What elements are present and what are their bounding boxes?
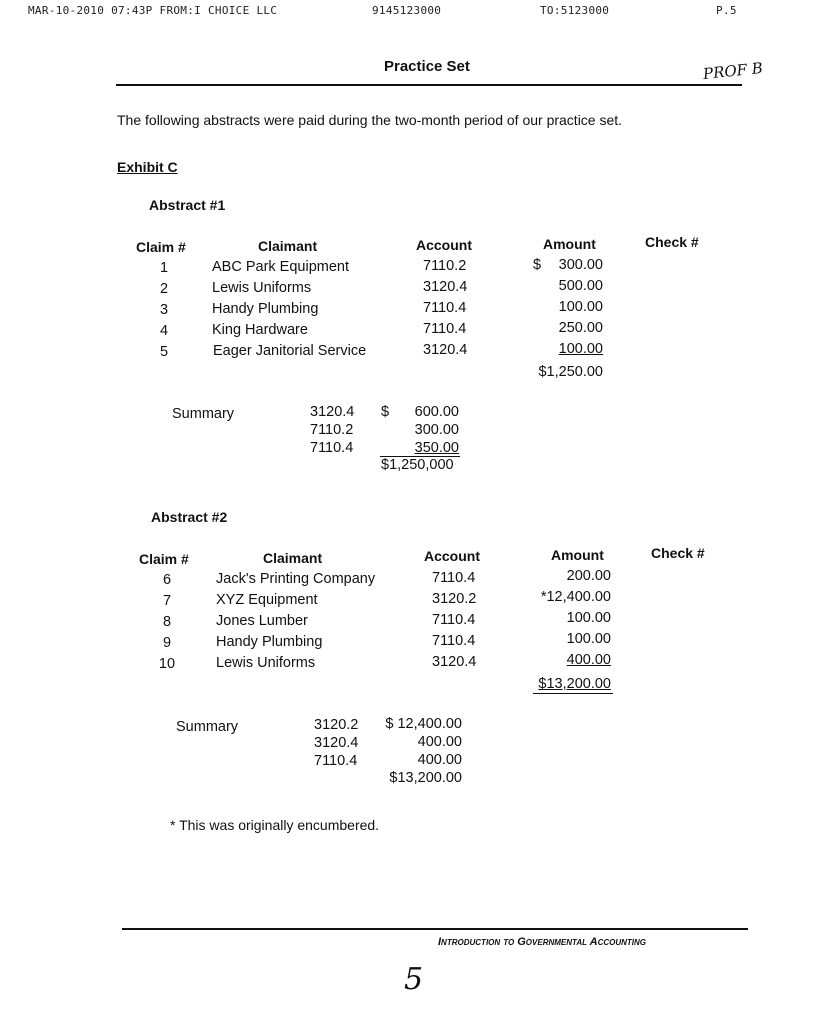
abstract2-row6-amount: 200.00 (566, 568, 611, 584)
abstract1-row5-claimant: Eager Janitorial Service (213, 343, 367, 359)
abstract1-row4-claim: 4 (159, 323, 169, 339)
abstract1-row3-claimant: Handy Plumbing (212, 301, 319, 317)
abstract1-row5-amount: 100.00 (558, 341, 603, 357)
abstract1-col-amount: Amount (543, 236, 596, 252)
abstract1-summary-amt2: 300.00 (414, 422, 459, 438)
abstract1-row1-claimant: ABC Park Equipment (212, 259, 350, 275)
abstract2-row7-claimant: XYZ Equipment (216, 592, 318, 608)
abstract2-summary-total: $13,200.00 (389, 770, 462, 786)
abstract1-row2-claim: 2 (159, 281, 169, 297)
footer-rule (122, 928, 748, 930)
abstract1-row1-account: 7110.2 (423, 258, 467, 274)
abstract2-summary-amt2: 400.00 (417, 734, 462, 750)
abstract2-summary-acct3: 7110.4 (314, 753, 358, 769)
abstract2-row10-claimant: Lewis Uniforms (216, 655, 316, 671)
page-title: Practice Set (384, 58, 470, 75)
abstract2-col-amount: Amount (551, 547, 604, 563)
abstract2-row8-account: 7110.4 (432, 612, 476, 628)
intro-text: The following abstracts were paid during the two-month period of our practice set. (117, 112, 623, 128)
abstract2-row8-amount: 100.00 (566, 610, 611, 626)
footnote: * This was originally encumbered. (170, 817, 380, 833)
abstract1-row1-claim: 1 (159, 260, 169, 276)
abstract2-row7-amount: *12,400.00 (540, 589, 611, 605)
abstract1-summary-dollar: $ (381, 404, 390, 420)
abstract2-row7-account: 3120.2 (432, 591, 477, 607)
abstract2-summary-amt1: $ 12,400.00 (385, 716, 462, 732)
abstract2-row9-account: 7110.4 (432, 633, 476, 649)
abstract2-col-check: Check # (651, 545, 705, 561)
abstract2-row6-account: 7110.4 (432, 570, 476, 586)
abstract1-row1-dollar: $ (533, 257, 542, 273)
abstract2-summary-amt3: 400.00 (417, 752, 462, 768)
page-number: 5 (404, 962, 424, 997)
abstract1-row2-claimant: Lewis Uniforms (212, 280, 312, 296)
abstract2-row8-claim: 8 (162, 614, 172, 630)
abstract1-col-claim: Claim # (136, 239, 186, 255)
abstract1-row4-amount: 250.00 (558, 320, 603, 336)
abstract2-row8-claimant: Jones Lumber (216, 613, 308, 629)
abstract1-summary-total: $1,250,000 (381, 457, 454, 473)
fax-to-number: TO:5123000 (540, 4, 610, 17)
abstract1-row4-claimant: King Hardware (212, 322, 308, 338)
abstract1-row5-claim: 5 (159, 344, 169, 360)
abstract1-row4-account: 7110.4 (423, 321, 467, 337)
abstract2-summary-acct2: 3120.4 (314, 735, 359, 751)
abstract2-row10-claim: 10 (158, 656, 176, 672)
abstract2-col-claimant: Claimant (263, 550, 323, 566)
abstract2-row6-claimant: Jack's Printing Company (216, 571, 376, 587)
abstract1-summary-acct2: 7110.2 (310, 422, 354, 438)
abstract1-summary-amt3: 350.00 (414, 440, 459, 456)
abstract2-summary-acct1: 3120.2 (314, 717, 359, 733)
abstract2-summary-label: Summary (176, 719, 239, 735)
abstract2-row9-claimant: Handy Plumbing (216, 634, 323, 650)
abstract2-row10-amount: 400.00 (566, 652, 611, 668)
abstract1-row2-account: 3120.4 (423, 279, 468, 295)
abstract1-total: $1,250.00 (538, 364, 603, 380)
abstract2-row7-claim: 7 (162, 593, 172, 609)
abstract1-row2-amount: 500.00 (558, 278, 603, 294)
abstract1-summary-acct1: 3120.4 (310, 404, 355, 420)
abstract2-col-account: Account (424, 548, 480, 564)
abstract1-col-account: Account (416, 237, 472, 253)
abstract1-title: Abstract #1 (149, 197, 226, 213)
abstract1-row3-amount: 100.00 (558, 299, 603, 315)
abstract2-total: $13,200.00 (538, 676, 611, 692)
abstract1-col-check: Check # (645, 234, 699, 250)
fax-date-from: MAR-10-2010 07:43P FROM:I CHOICE LLC (28, 4, 278, 17)
abstract2-total-double-rule (533, 693, 613, 694)
fax-from-number: 9145123000 (372, 4, 442, 17)
abstract1-row5-account: 3120.4 (423, 342, 468, 358)
abstract2-row9-claim: 9 (162, 635, 172, 651)
abstract1-row3-claim: 3 (159, 302, 169, 318)
abstract2-row6-claim: 6 (162, 572, 172, 588)
abstract1-row3-account: 7110.4 (423, 300, 467, 316)
abstract2-row10-account: 3120.4 (432, 654, 477, 670)
fax-page: P.5 (716, 4, 737, 17)
handwritten-note: PROF B (702, 58, 764, 84)
abstract1-summary-label: Summary (172, 406, 235, 422)
title-rule (116, 84, 742, 86)
abstract1-summary-amt1: 600.00 (414, 404, 459, 420)
abstract1-summary-acct3: 7110.4 (310, 440, 354, 456)
abstract2-row9-amount: 100.00 (566, 631, 611, 647)
footer-title: Introduction to Governmental Accounting (438, 936, 647, 948)
abstract2-col-claim: Claim # (139, 551, 189, 567)
abstract1-row1-amount: 300.00 (558, 257, 603, 273)
exhibit-label: Exhibit C (117, 159, 178, 175)
abstract2-title: Abstract #2 (151, 509, 228, 525)
abstract1-col-claimant: Claimant (258, 238, 318, 254)
